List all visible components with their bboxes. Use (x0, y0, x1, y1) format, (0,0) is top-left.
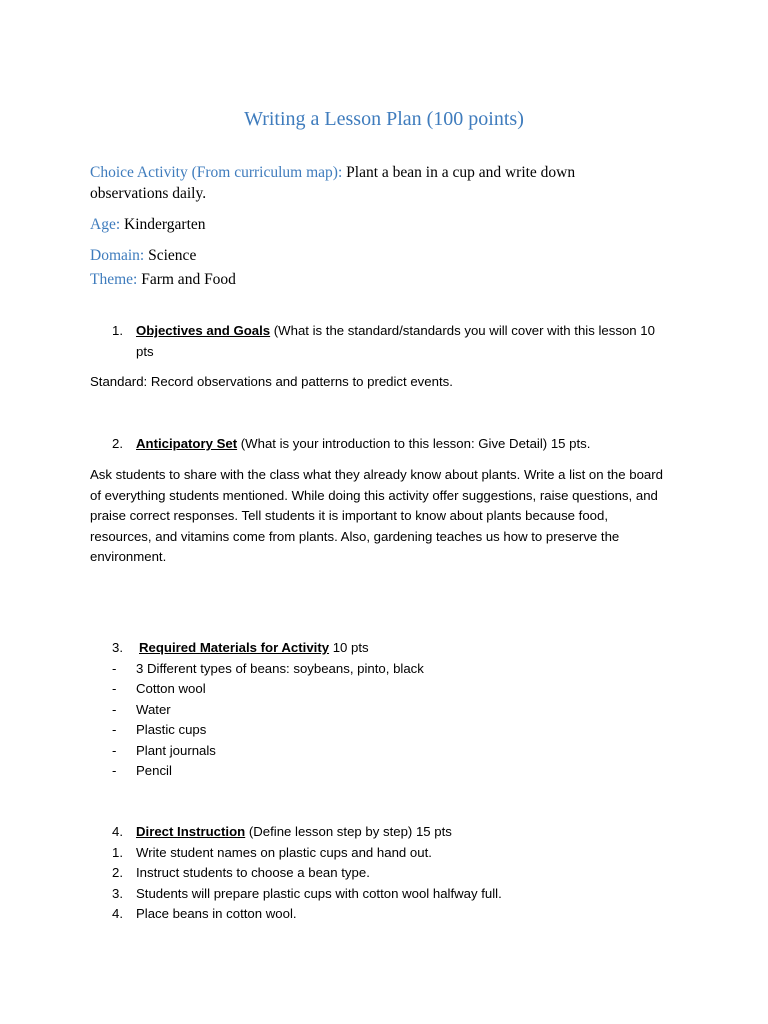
step-number: 2. (112, 865, 123, 880)
choice-activity-line (90, 164, 575, 182)
section3-number: 3. (112, 640, 123, 655)
section4-description: (Define lesson step by step) 15 pts (245, 824, 452, 839)
bullet-dash: - (112, 743, 117, 758)
section1-number: 1. (112, 323, 123, 338)
section1-description: (What is the standard/standards you will cover with this lesson 10 (270, 323, 655, 338)
bullet-dash: - (112, 681, 117, 696)
domain-label: Domain: (90, 247, 145, 264)
section4-line (136, 822, 452, 843)
step-text: Instruct students to choose a bean type. (136, 865, 370, 880)
section3-heading: Required Materials for Activity (139, 640, 330, 655)
section2-description: (What is your introduction to this lesson: Give Detail) 15 pts. (237, 436, 591, 451)
theme-line (90, 271, 236, 289)
section1-line (136, 321, 655, 342)
age-line (90, 216, 206, 234)
material-text: Plant journals (136, 743, 216, 758)
section2-heading: Anticipatory Set (136, 436, 238, 451)
section3-line (139, 638, 369, 659)
section1-description-continued: pts (136, 344, 154, 359)
section2-number: 2. (112, 436, 123, 451)
page-title: Writing a Lesson Plan (100 points) (244, 108, 524, 130)
bullet-dash: - (112, 722, 117, 737)
bullet-dash: - (112, 702, 117, 717)
material-text: Pencil (136, 763, 172, 778)
bullet-dash: - (112, 763, 117, 778)
step-number: 3. (112, 886, 123, 901)
choice-activity-value-continued: observations daily. (90, 185, 207, 202)
section4-heading: Direct Instruction (136, 824, 246, 839)
section2-paragraph: Ask students to share with the class what they already know about plants. Write a list on the board of everything students mentioned. While doing this activity offer suggestions, raise questions, and praise correct responses. Tell students it is important to know about plants because food, resources, and vitamins come from plants. Also, gardening teaches us how to preserve the environment. (90, 467, 663, 564)
choice-activity-label: Choice Activity (From curriculum map): (90, 164, 343, 181)
step-number: 1. (112, 845, 123, 860)
material-text: 3 Different types of beans: soybeans, pinto, black (136, 661, 424, 676)
section1-heading: Objectives and Goals (136, 323, 271, 338)
material-text: Cotton wool (136, 681, 206, 696)
step-text: Place beans in cotton wool. (136, 906, 297, 921)
domain-value: Science (144, 247, 197, 264)
step-text: Write student names on plastic cups and hand out. (136, 845, 432, 860)
age-label: Age: (90, 216, 121, 233)
material-text: Plastic cups (136, 722, 207, 737)
section1-standard: Standard: Record observations and patterns to predict events. (90, 374, 453, 389)
age-value: Kindergarten (120, 216, 206, 233)
section2-line (136, 434, 590, 455)
step-number: 4. (112, 906, 123, 921)
step-text: Students will prepare plastic cups with cotton wool halfway full. (136, 886, 502, 901)
bullet-dash: - (112, 661, 117, 676)
section4-number: 4. (112, 824, 123, 839)
theme-value: Farm and Food (137, 271, 236, 288)
choice-activity-value: Plant a bean in a cup and write down (342, 164, 576, 181)
section3-points: 10 pts (329, 640, 369, 655)
theme-label: Theme: (90, 271, 138, 288)
material-text: Water (136, 702, 171, 717)
domain-line (90, 247, 196, 265)
